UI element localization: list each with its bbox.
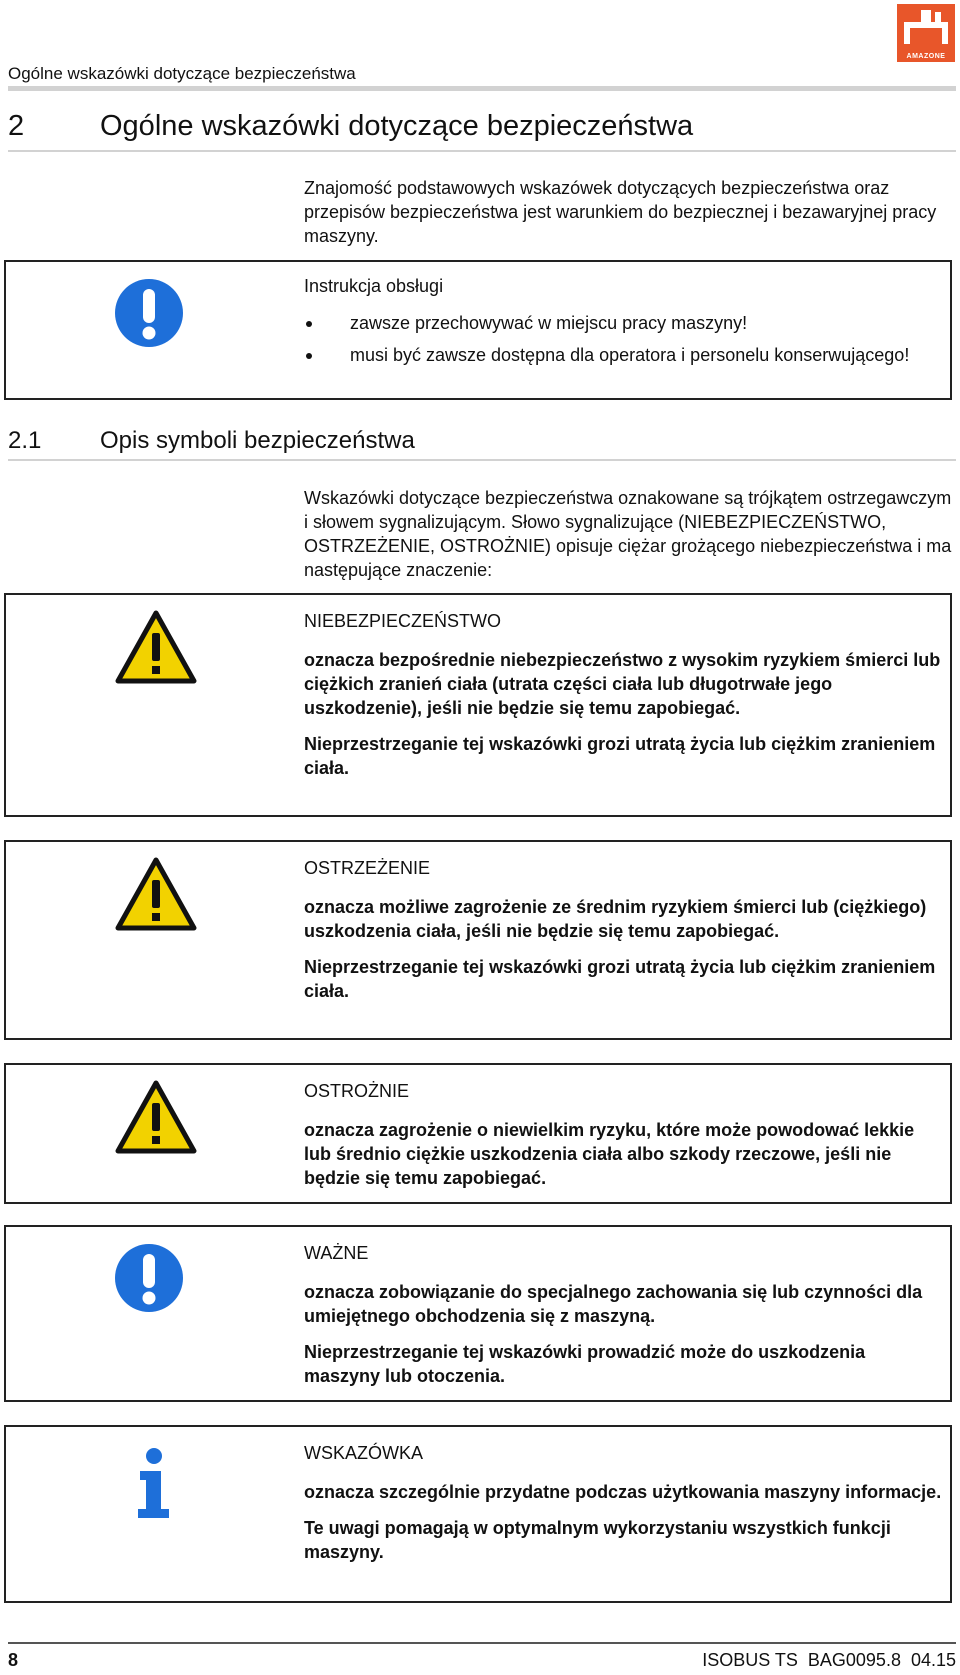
exclamation-circle-icon [114,278,184,353]
bullet-icon [306,321,312,327]
notice-text: Te uwagi pomagają w optymalnym wykorzystaniu wszystkich funkcji maszyny. [304,1518,891,1562]
bullet-icon [306,353,312,359]
notice-danger [4,593,952,817]
info-icon [134,1447,174,1524]
page-number: 8 [8,1650,19,1670]
notice-text: oznacza możliwe zagrożenie ze średnim ryzykiem śmierci lub (ciężkiego) uszkodzenia ciała, jeśli nie będzie się temu zapobiegać. [304,897,927,941]
notice-hint [4,1425,952,1603]
list-item-text: zawsze przechowywać w miejscu pracy maszyny! [350,313,748,333]
running-header: Ogólne wskazówki dotyczące bezpieczeństwa [8,64,356,83]
notice-caution [4,1063,952,1204]
list-item [304,343,946,367]
notice-text: Nieprzestrzeganie tej wskazówki grozi utratą życia lub ciężkim zranieniem ciała. [304,957,936,1001]
notice-title: OSTROŻNIE [304,1081,410,1101]
section-number: 2 [8,110,25,142]
document-reference: ISOBUS TS BAG0095.8 04.15 [702,1650,956,1670]
list-item [304,311,946,335]
subsection-rule [8,459,956,461]
warning-triangle-icon [114,1079,198,1160]
notice-warning [4,840,952,1040]
notice-title: OSTRZEŻENIE [304,858,431,878]
manual-box [4,260,952,400]
warning-triangle-icon [114,609,198,690]
warning-triangle-icon [114,856,198,937]
notice-title: WAŻNE [304,1243,369,1263]
notice-title: NIEBEZPIECZEŃSTWO [304,611,502,631]
notice-important [4,1225,952,1402]
amazone-logo [897,4,955,62]
footer-rule [8,1642,956,1644]
section-rule [8,150,956,152]
list-item-text: musi być zawsze dostępna dla operatora i personelu konserwującego! [350,345,910,365]
notice-title: WSKAZÓWKA [304,1443,424,1463]
manual-box-title: Instrukcja obsługi [304,276,444,296]
subsection-intro: Wskazówki dotyczące bezpieczeństwa oznakowane są trójkątem ostrzegawczym i słowem sygnalizującym. Słowo sygnalizujące (NIEBEZPIECZEŃSTWO, OSTRZEŻENIE, OSTROŻNIE) opisuje ciężar grożącego niebezpieczeństwa i ma następujące znaczenie: [304,488,952,580]
tractor-logo-icon [897,4,955,50]
section-intro: Znajomość podstawowych wskazówek dotyczących bezpieczeństwa oraz przepisów bezpieczeństwa jest warunkiem do bezpiecznej i bezawaryjnej pracy maszyny. [304,178,937,246]
section-title: Ogólne wskazówki dotyczące bezpieczeństwa [100,110,694,142]
exclamation-circle-icon [114,1243,184,1318]
subsection-title: Opis symboli bezpieczeństwa [100,427,415,454]
notice-text: oznacza zobowiązanie do specjalnego zachowania się lub czynności dla umiejętnego obchodzenia się z maszyną. [304,1282,923,1326]
manual-box-list [304,311,946,367]
subsection-number: 2.1 [8,427,42,454]
header-rule [8,86,956,91]
notice-text: Nieprzestrzeganie tej wskazówki prowadzić może do uszkodzenia maszyny lub otoczenia. [304,1342,866,1386]
notice-text: Nieprzestrzeganie tej wskazówki grozi utratą życia lub ciężkim zranieniem ciała. [304,734,936,778]
notice-text: oznacza bezpośrednie niebezpieczeństwo z wysokim ryzykiem śmierci lub ciężkich zranień ciała (utrata części ciała lub długotrwałe jego uszkodzenie), jeśli nie będzie się temu zapobiegać. [304,650,941,718]
notice-text: oznacza szczególnie przydatne podczas użytkowania maszyny informacje. [304,1482,942,1502]
notice-text: oznacza zagrożenie o niewielkim ryzyku, które może powodować lekkie lub średnio ciężkie uszkodzenia ciała albo szkody rzeczowe, jeśli nie będzie się temu zapobiegać. [304,1120,915,1188]
logo-wordmark: AMAZONE [906,53,946,60]
